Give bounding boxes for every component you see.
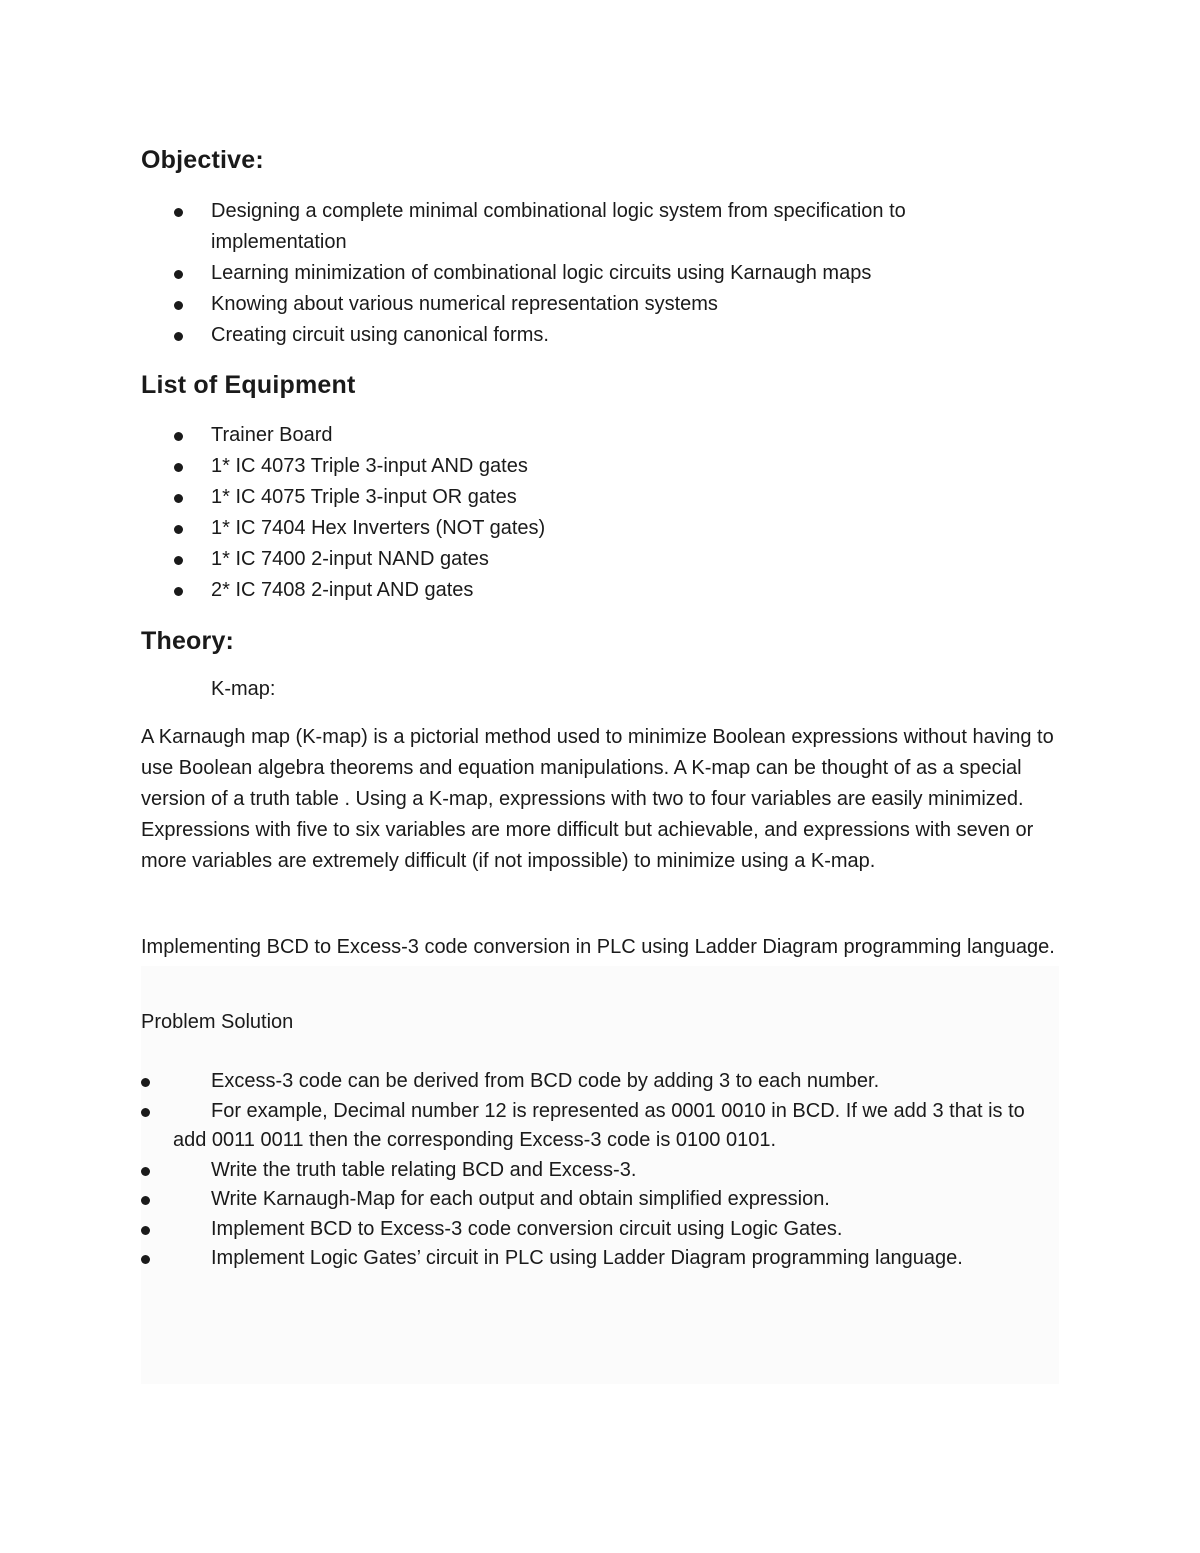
bullet-icon bbox=[174, 208, 183, 217]
problem-solution-item-text: Implement BCD to Excess-3 code conversion circuit using Logic Gates. bbox=[211, 1217, 843, 1240]
list-item bbox=[141, 1067, 1059, 1097]
list-item bbox=[141, 513, 991, 544]
list-item bbox=[141, 320, 991, 351]
list-item bbox=[141, 196, 991, 258]
equipment-list bbox=[141, 420, 991, 606]
equipment-item-text: 1* IC 7400 2-input NAND gates bbox=[211, 548, 489, 570]
equipment-heading: List of Equipment bbox=[141, 371, 356, 399]
list-item bbox=[141, 575, 991, 606]
list-item bbox=[141, 1097, 1059, 1156]
bullet-icon bbox=[174, 270, 183, 279]
equipment-item-text: Trainer Board bbox=[211, 424, 333, 446]
list-item bbox=[141, 258, 991, 289]
bullet-icon bbox=[141, 1167, 150, 1176]
bullet-icon bbox=[141, 1226, 150, 1235]
problem-solution-item-text: Implement Logic Gates’ circuit in PLC using Ladder Diagram programming language. bbox=[211, 1247, 963, 1269]
problem-solution-item-text: For example, Decimal number 12 is represented as 0001 0010 in BCD. If we add 3 that is to add 0011 0011 then the corresponding Excess-3 code is 0100 0101. bbox=[173, 1099, 1025, 1151]
implementation-paragraph: Implementing BCD to Excess-3 code conversion in PLC using Ladder Diagram programming language. bbox=[141, 936, 1055, 958]
bullet-icon bbox=[141, 1255, 150, 1264]
problem-solution-item-text: Write the truth table relating BCD and Excess-3. bbox=[211, 1158, 637, 1181]
list-item bbox=[141, 289, 991, 320]
bullet-icon bbox=[174, 587, 183, 596]
equipment-item-text: 2* IC 7408 2-input AND gates bbox=[211, 579, 474, 601]
kmap-paragraph: A Karnaugh map (K-map) is a pictorial method used to minimize Boolean expressions without having to use Boolean algebra theorems and equation manipulations. A K-map can be thought of as a special version of a truth table . Using a K-map, expressions with two to four variables are easily minimized. Expressions with five to six variables are more difficult but achievable, and expressions with seven or more variables are extremely difficult (if not impossible) to minimize using a K-map. bbox=[141, 726, 1054, 872]
problem-solution-item-text: Excess-3 code can be derived from BCD code by adding 3 to each number. bbox=[211, 1070, 880, 1092]
bullet-icon bbox=[174, 525, 183, 534]
objective-heading: Objective: bbox=[141, 146, 264, 174]
kmap-subheading: K-map: bbox=[211, 678, 276, 700]
bullet-icon bbox=[174, 332, 183, 341]
bullet-icon bbox=[174, 301, 183, 310]
theory-heading: Theory: bbox=[141, 627, 235, 655]
list-item bbox=[141, 1215, 1059, 1245]
bullet-icon bbox=[141, 1108, 150, 1117]
equipment-item-text: 1* IC 7404 Hex Inverters (NOT gates) bbox=[211, 517, 546, 539]
list-item bbox=[141, 1156, 1059, 1186]
equipment-item-text: 1* IC 4075 Triple 3-input OR gates bbox=[211, 486, 517, 508]
list-item bbox=[141, 420, 991, 451]
objective-list bbox=[141, 196, 991, 351]
objective-item-text: Knowing about various numerical representation systems bbox=[211, 293, 718, 315]
list-item bbox=[141, 451, 991, 482]
objective-item-text: Learning minimization of combinational logic circuits using Karnaugh maps bbox=[211, 262, 872, 284]
bullet-icon bbox=[141, 1196, 150, 1205]
list-item bbox=[141, 1244, 1059, 1274]
problem-solution-item-text: Write Karnaugh-Map for each output and obtain simplified expression. bbox=[211, 1188, 830, 1210]
equipment-item-text: 1* IC 4073 Triple 3-input AND gates bbox=[211, 455, 528, 477]
objective-item-text: Creating circuit using canonical forms. bbox=[211, 324, 549, 346]
bullet-icon bbox=[174, 432, 183, 441]
bullet-icon bbox=[174, 494, 183, 503]
list-item bbox=[141, 1185, 1059, 1215]
problem-solution-title: Problem Solution bbox=[141, 1011, 294, 1033]
bullet-icon bbox=[174, 463, 183, 472]
bullet-icon bbox=[174, 556, 183, 565]
bullet-icon bbox=[141, 1078, 150, 1087]
list-item bbox=[141, 482, 991, 513]
problem-solution-list bbox=[141, 1067, 1059, 1274]
objective-item-text: Designing a complete minimal combinational logic system from specification to implementation bbox=[211, 200, 906, 253]
list-item bbox=[141, 544, 991, 575]
